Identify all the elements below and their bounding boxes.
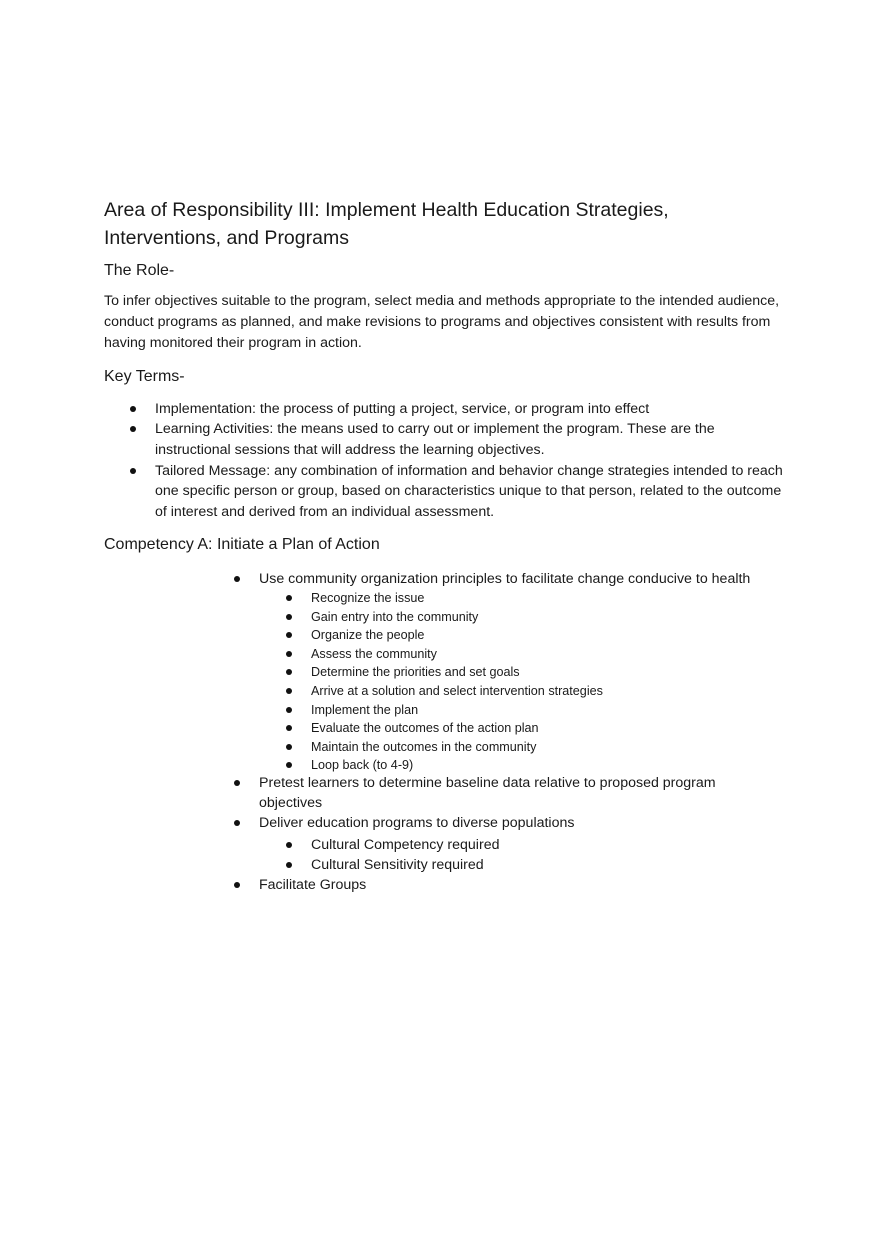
step-text: Gain entry into the community	[311, 609, 479, 624]
bullet-icon	[130, 406, 136, 412]
competency-heading: Competency A: Initiate a Plan of Action	[104, 536, 380, 553]
requirement-text: Cultural Sensitivity required	[311, 857, 484, 873]
bullet-icon	[286, 842, 292, 848]
bullet-icon	[286, 651, 292, 657]
competency-list-end	[259, 875, 729, 895]
list-item	[155, 399, 785, 419]
list-item	[311, 855, 711, 875]
list-item	[311, 608, 771, 627]
list-item	[311, 835, 711, 855]
list-item	[155, 419, 785, 461]
key-term-text: Implementation: the process of putting a project, service, or program into effect	[155, 401, 650, 417]
bullet-icon	[286, 595, 292, 601]
diversity-list	[311, 835, 711, 875]
list-item	[259, 875, 729, 895]
key-terms-list	[155, 399, 785, 523]
step-text: Recognize the issue	[311, 591, 425, 605]
bullet-icon	[234, 576, 240, 582]
competency-item-text: Pretest learners to determine baseline data relative to proposed program objectives	[259, 775, 716, 811]
list-item	[311, 719, 771, 738]
list-item	[311, 589, 771, 608]
step-text: Arrive at a solution and select intervention strategies	[311, 683, 603, 698]
step-text: Implement the plan	[311, 702, 419, 717]
bullet-icon	[286, 669, 292, 675]
step-text: Determine the priorities and set goals	[311, 665, 520, 680]
bullet-icon	[286, 614, 292, 620]
key-term-text: Learning Activities: the means used to carry out or implement the program. These are the instructional sessions that will address the learning objectives.	[155, 421, 715, 458]
competency-item-text: Facilitate Groups	[259, 877, 367, 893]
competency-item-text: Use community organization principles to facilitate change conducive to health	[259, 571, 751, 587]
step-text: Maintain the outcomes in the community	[311, 739, 537, 754]
list-item	[259, 773, 729, 813]
competency-item-text: Deliver education programs to diverse populations	[259, 815, 575, 831]
competency-list-continued	[259, 773, 729, 833]
bullet-icon	[286, 762, 292, 768]
list-item	[311, 738, 771, 757]
bullet-icon	[234, 882, 240, 888]
list-item	[311, 645, 771, 664]
list-item	[155, 461, 785, 523]
list-item	[259, 813, 729, 833]
step-text: Organize the people	[311, 628, 425, 643]
bullet-icon	[286, 707, 292, 713]
role-paragraph: To infer objectives suitable to the program, select media and methods appropriate to the intended audience, conduct programs as planned, and make revisions to programs and objectives consistent with results from having monitored their program in action.	[104, 293, 780, 351]
step-text: Assess the community	[311, 646, 437, 661]
role-heading: The Role-	[104, 262, 175, 279]
page-title: Area of Responsibility III: Implement Health Education Strategies, Interventions, and Programs	[104, 199, 669, 249]
step-text: Loop back (to 4-9)	[311, 758, 414, 773]
bullet-icon	[286, 744, 292, 750]
step-text: Evaluate the outcomes of the action plan	[311, 721, 539, 736]
community-steps-list	[311, 589, 771, 775]
requirement-text: Cultural Competency required	[311, 837, 500, 853]
bullet-icon	[286, 688, 292, 694]
key-term-text: Tailored Message: any combination of information and behavior change strategies intended to reach one specific person or group, based on characteristics unique to that person, related to the outcome of interest and derived from an individual assessment.	[155, 462, 783, 521]
key-terms-heading: Key Terms-	[104, 368, 185, 385]
bullet-icon	[286, 632, 292, 638]
list-item	[311, 682, 771, 701]
list-item	[259, 569, 779, 589]
bullet-icon	[234, 780, 240, 786]
bullet-icon	[286, 725, 292, 731]
list-item	[311, 663, 771, 682]
bullet-icon	[130, 426, 136, 432]
bullet-icon	[130, 468, 136, 474]
list-item	[311, 626, 771, 645]
bullet-icon	[234, 820, 240, 826]
list-item	[311, 701, 771, 720]
bullet-icon	[286, 862, 292, 868]
competency-list	[259, 569, 779, 589]
